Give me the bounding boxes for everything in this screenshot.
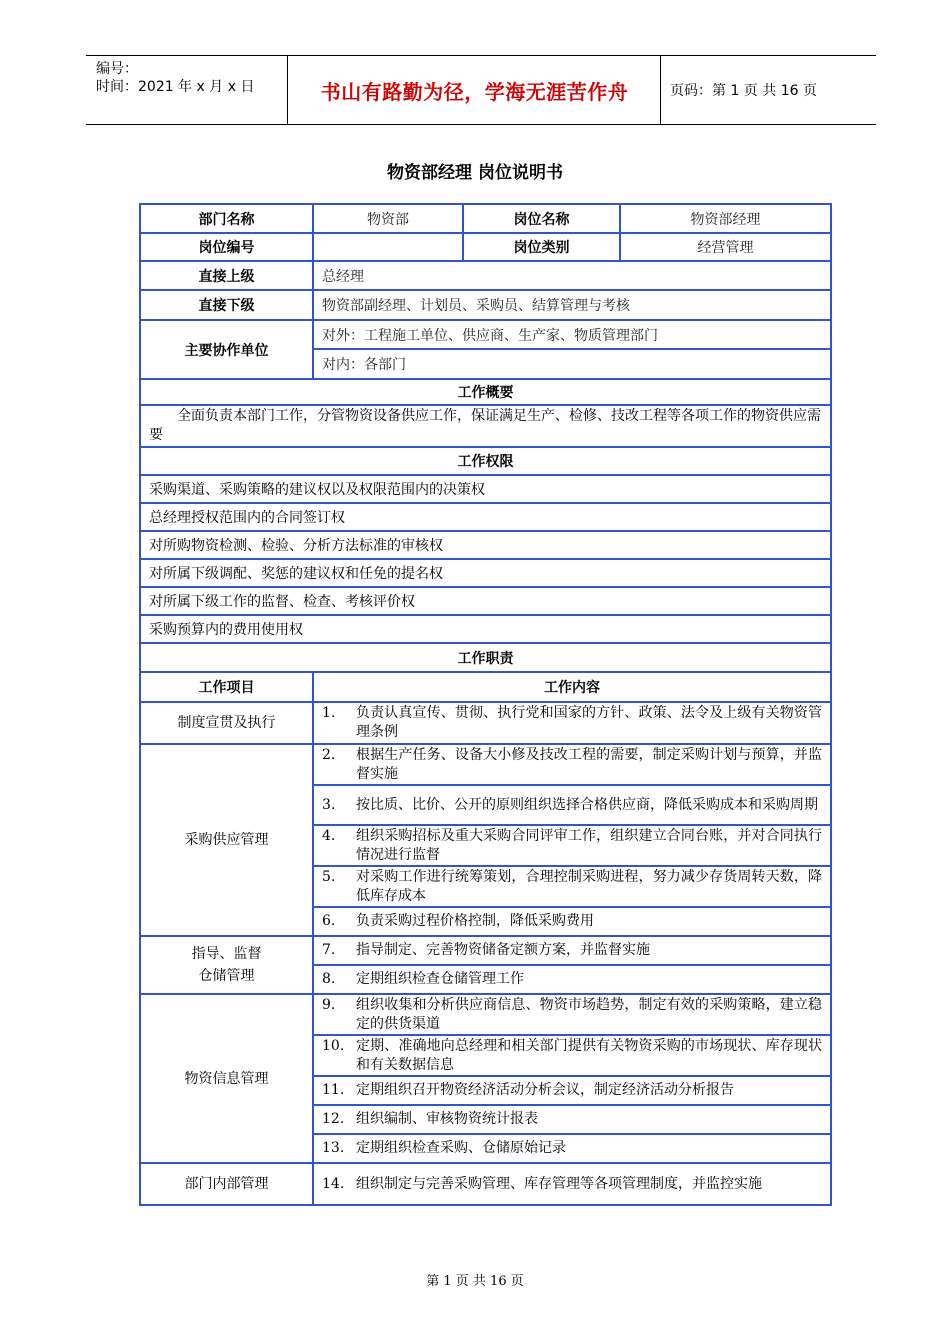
header-motto: 书山有路勤为径，学海无涯苦作舟: [320, 79, 629, 104]
job-description-table: [139, 203, 832, 1206]
duty-category: 物资信息管理: [140, 994, 313, 1163]
header-meta: [96, 60, 254, 96]
coop-internal: 对内：各部门: [313, 349, 831, 379]
duty-item: [313, 866, 831, 907]
subordinate-label: 直接下级: [140, 290, 313, 320]
authority-item: 对所购物资检测、检验、分析方法标准的审核权: [140, 531, 831, 559]
table-row: [140, 261, 831, 290]
time-label: 时间：2021 年 x 月 x 日: [96, 79, 255, 95]
duty-item: [313, 936, 831, 965]
duty-item: [313, 1163, 831, 1205]
table-row: [140, 405, 831, 447]
duty-text: 组织编制、审核物资统计报表: [356, 1111, 538, 1127]
authority-row: [140, 531, 831, 559]
overview-text: 全面负责本部门工作，分管物资设备供应工作，保证满足生产、检修、技改工程等各项工作的物资供应需要: [140, 405, 831, 447]
type-value: 经营管理: [620, 233, 831, 261]
table-row: [140, 204, 831, 233]
duty-item: [313, 907, 831, 936]
page-footer: 第 1 页 共 16 页: [426, 1274, 524, 1289]
table-row: [140, 672, 831, 702]
authority-item: 总经理授权范围内的合同签订权: [140, 503, 831, 531]
duty-text: 定期组织检查采购、仓储原始记录: [356, 1140, 566, 1156]
authority-row: [140, 475, 831, 503]
table-row: [140, 447, 831, 475]
duty-number: 7.: [322, 942, 336, 958]
duty-number: 13.: [322, 1140, 345, 1156]
table-row: [140, 379, 831, 405]
col-item-header: 工作项目: [140, 672, 313, 702]
superior-label: 直接上级: [140, 261, 313, 290]
superior-value: 总经理: [313, 261, 831, 290]
authority-row: [140, 587, 831, 615]
duty-text: 按比质、比价、公开的原则组织选择合格供应商，降低采购成本和采购周期: [356, 796, 818, 813]
post-value: 物资部经理: [620, 204, 831, 233]
number-label: 编号：: [96, 61, 138, 77]
duty-number: 10.: [322, 1037, 345, 1054]
duty-item: [313, 1134, 831, 1163]
authority-item: 对所属下级工作的监督、检查、考核评价权: [140, 587, 831, 615]
duty-number: 2.: [322, 746, 336, 763]
table-row: [140, 320, 831, 349]
authority-row: [140, 615, 831, 643]
category-line: 仓储管理: [198, 968, 255, 984]
duty-item: [313, 702, 831, 744]
post-label: 岗位名称: [463, 204, 620, 233]
duty-text: 负责认真宣传、贯彻、执行党和国家的方针、政策、法令及上级有关物资管理条例: [356, 705, 822, 740]
overview-heading: 工作概要: [140, 379, 831, 405]
authority-heading: 工作权限: [140, 447, 831, 475]
duty-item: [313, 965, 831, 994]
duty-text: 定期组织检查仓储管理工作: [356, 971, 524, 987]
dept-label: 部门名称: [140, 204, 313, 233]
header-page-info: 页码：第 1 页 共 16 页: [670, 83, 817, 99]
table-row: [140, 233, 831, 261]
duty-row: [140, 1163, 831, 1205]
duty-row: [140, 702, 831, 744]
authority-item: 采购预算内的费用使用权: [140, 615, 831, 643]
duty-number: 11.: [322, 1082, 345, 1098]
duty-text: 定期组织召开物资经济活动分析会议，制定经济活动分析报告: [356, 1082, 734, 1098]
authority-item: 采购渠道、采购策略的建议权以及权限范围内的决策权: [140, 475, 831, 503]
duty-text: 组织收集和分析供应商信息、物资市场趋势，制定有效的采购策略，建立稳定的供货渠道: [356, 996, 822, 1032]
duty-number: 14.: [322, 1175, 345, 1192]
subordinate-value: 物资部副经理、计划员、采购员、结算管理与考核: [313, 290, 831, 320]
duty-text: 指导制定、完善物资储备定额方案，并监督实施: [356, 942, 650, 958]
duty-number: 6.: [322, 913, 336, 929]
duty-text: 根据生产任务、设备大小修及技改工程的需要，制定采购计划与预算，并监督实施: [356, 746, 822, 782]
duty-item: [313, 825, 831, 866]
coop-external: 对外：工程施工单位、供应商、生产家、物质管理部门: [313, 320, 831, 349]
code-value: [313, 233, 463, 261]
authority-row: [140, 559, 831, 587]
authority-item: 对所属下级调配、奖惩的建议权和任免的提名权: [140, 559, 831, 587]
duty-number: 4.: [322, 827, 336, 844]
duty-item: [313, 785, 831, 825]
duty-row: [140, 936, 831, 965]
code-label: 岗位编号: [140, 233, 313, 261]
document-title: 物资部经理 岗位说明书: [387, 163, 563, 183]
duty-item: [313, 1035, 831, 1076]
duty-text: 负责采购过程价格控制，降低采购费用: [356, 913, 594, 929]
type-label: 岗位类别: [463, 233, 620, 261]
duty-category: 采购供应管理: [140, 744, 313, 936]
coop-label: 主要协作单位: [140, 320, 313, 379]
table-row: [140, 643, 831, 672]
duty-row: [140, 744, 831, 785]
col-content-header: 工作内容: [313, 672, 831, 702]
dept-value: 物资部: [313, 204, 463, 233]
duty-row: [140, 994, 831, 1035]
duty-item: [313, 1076, 831, 1105]
duty-number: 5.: [322, 868, 336, 885]
duty-number: 8.: [322, 971, 336, 987]
table-row: [140, 290, 831, 320]
duty-category: 部门内部管理: [140, 1163, 313, 1205]
duty-number: 3.: [322, 796, 336, 813]
authority-row: [140, 503, 831, 531]
duty-number: 9.: [322, 996, 336, 1013]
duty-text: 定期、准确地向总经理和相关部门提供有关物资采购的市场现状、库存现状和有关数据信息: [356, 1037, 822, 1073]
duty-item: [313, 994, 831, 1035]
duty-text: 对采购工作进行统筹策划，合理控制采购进程，努力减少存货周转天数，降低库存成本: [356, 868, 822, 904]
duty-category: 制度宣贯及执行: [140, 702, 313, 744]
duty-text: 组织制定与完善采购管理、库存管理等各项管理制度，并监控实施: [356, 1175, 762, 1192]
duty-item: [313, 1105, 831, 1134]
duty-number: 12.: [322, 1111, 345, 1127]
page-header: [86, 55, 876, 125]
duties-heading: 工作职责: [140, 643, 831, 672]
duty-text: 组织采购招标及重大采购合同评审工作，组织建立合同台账，并对合同执行情况进行监督: [356, 827, 822, 863]
duty-number: 1.: [322, 705, 336, 721]
category-line: 指导、监督: [191, 946, 262, 962]
duty-item: [313, 744, 831, 785]
duty-category: [140, 936, 313, 994]
